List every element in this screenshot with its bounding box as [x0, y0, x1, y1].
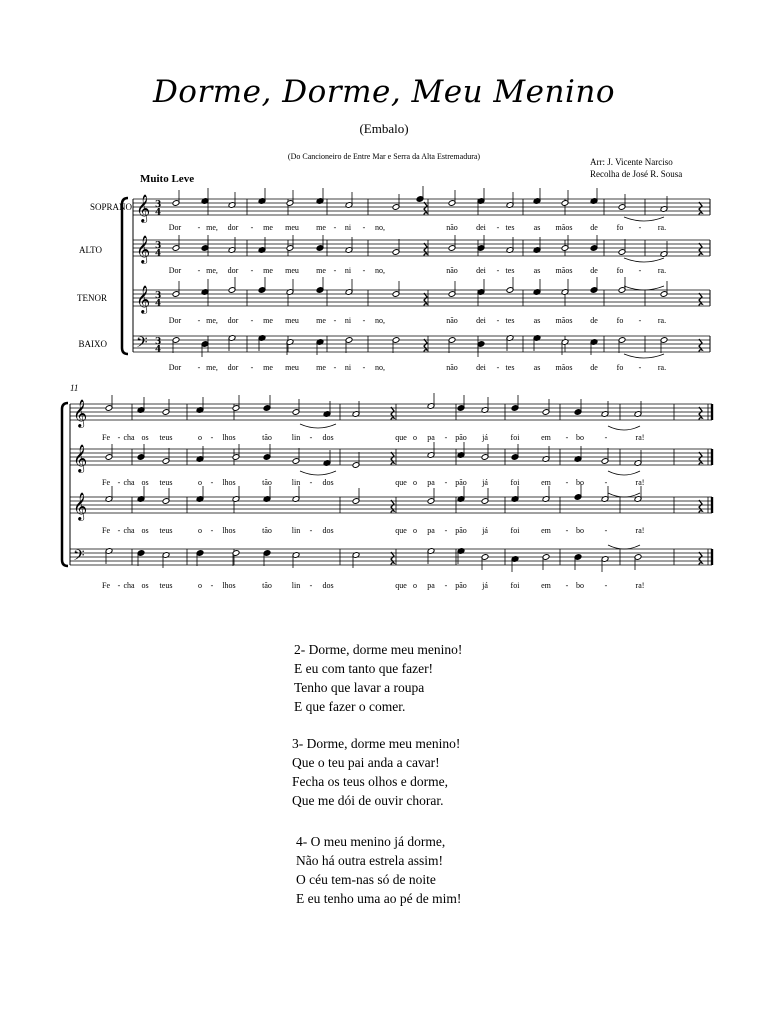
lyric-syllable: fo [616, 363, 624, 372]
lyric-syllable: pão [455, 433, 467, 442]
lyric-syllable: o [413, 526, 417, 535]
lyric-syllable: pa [427, 478, 435, 487]
treble-clef-icon: 𝄞 [73, 444, 88, 472]
lyric-syllable: dos [322, 526, 334, 535]
lyric-syllable: dor [227, 266, 239, 275]
quarter-rest [391, 500, 394, 513]
lyric-syllable: tão [262, 526, 272, 535]
quarter-rest [424, 339, 427, 352]
lyric-syllable: meu [285, 223, 299, 232]
tempo-marking: Muito Leve [140, 173, 195, 185]
tie-slur [608, 493, 640, 497]
lyric-syllable: cha [123, 433, 135, 442]
tie-slur [608, 545, 640, 549]
lyric-syllable: - [496, 223, 500, 232]
lyric-syllable: bo [576, 581, 584, 590]
lyric-syllable: as [533, 316, 541, 325]
lyric-syllable: dei [476, 363, 486, 372]
lyric-syllable: - [309, 478, 313, 487]
lyric-syllable: as [533, 363, 541, 372]
lyric-syllable: em [541, 433, 551, 442]
verse-3 [292, 734, 460, 810]
lyric-syllable: - [333, 363, 337, 372]
quarter-rest [699, 407, 702, 420]
lyric-syllable: meu [285, 266, 299, 275]
lyric-syllable: foi [510, 526, 520, 535]
tie-slur [624, 354, 664, 358]
verse-4 [296, 832, 461, 908]
lyric-syllable: as [533, 223, 541, 232]
lyric-syllable: - [197, 363, 201, 372]
lyric-syllable: Dor [168, 316, 182, 325]
lyric-syllable: - [444, 526, 448, 535]
treble-clef-icon: 𝄞 [136, 285, 151, 313]
lyric-syllable: - [333, 223, 337, 232]
lyric-syllable: teus [159, 478, 173, 487]
time-signature-top: 3 [155, 337, 162, 347]
lyric-syllable: meu [285, 363, 299, 372]
time-signature-bottom: 4 [155, 249, 162, 259]
lyric-syllable: dos [322, 433, 334, 442]
part-label-tenor: TENOR [77, 293, 107, 303]
lyric-syllable: bo [576, 433, 584, 442]
lyric-syllable: - [250, 316, 254, 325]
quarter-rest [699, 452, 702, 465]
lyric-syllable: bo [576, 478, 584, 487]
lyric-syllable: - [444, 478, 448, 487]
lyric-syllable: me, [206, 223, 218, 232]
lyric-syllable: os [141, 526, 149, 535]
lyric-syllable: - [638, 266, 642, 275]
time-signature-top: 3 [155, 200, 162, 210]
verse-line: O céu tem-nas só de noite [296, 872, 436, 887]
verse-line: Não há outra estrela assim! [296, 853, 443, 868]
lyric-syllable: - [496, 363, 500, 372]
lyric-syllable: dei [476, 316, 486, 325]
lyric-syllable: bo [576, 526, 584, 535]
lyric-syllable: mãos [555, 223, 573, 232]
part-label-alto: ALTO [78, 245, 102, 255]
lyric-syllable: dos [322, 478, 334, 487]
quarter-rest [391, 452, 394, 465]
lyric-syllable: - [604, 581, 608, 590]
quarter-rest [699, 293, 702, 306]
page-title: Dorme, Dorme, Meu Menino [152, 74, 616, 110]
lyric-syllable: teus [159, 581, 173, 590]
lyric-syllable: o [413, 581, 417, 590]
lyric-syllable: Dor [168, 266, 182, 275]
lyric-syllable: - [117, 581, 121, 590]
lyric-syllable: de [590, 316, 598, 325]
lyric-syllable: lin [291, 526, 301, 535]
lyric-syllable: lhos [222, 433, 236, 442]
lyric-syllable: tes [505, 316, 515, 325]
lyric-syllable: pão [455, 581, 467, 590]
lyric-syllable: Fe [102, 478, 110, 487]
lyric-syllable: - [638, 223, 642, 232]
lyric-syllable: não [446, 316, 458, 325]
lyric-syllable: me [263, 363, 273, 372]
quarter-rest [699, 552, 702, 565]
verse-line: Que o teu pai anda a cavar! [292, 755, 440, 770]
lyric-syllable: lhos [222, 581, 236, 590]
lyric-syllable: foi [510, 581, 520, 590]
lyric-syllable: - [496, 316, 500, 325]
lyric-syllable: Fe [102, 581, 110, 590]
system-brace [62, 403, 68, 566]
tie-slur [624, 258, 664, 262]
lyric-syllable: o [413, 433, 417, 442]
treble-clef-icon: 𝄞 [136, 194, 151, 222]
lyric-syllable: no, [375, 266, 385, 275]
lyric-syllable: lin [291, 478, 301, 487]
lyric-syllable: que [395, 433, 407, 442]
lyric-syllable: mãos [555, 316, 573, 325]
lyric-syllable: já [482, 526, 488, 535]
lyric-syllable: - [197, 316, 201, 325]
lyric-syllable: teus [159, 526, 173, 535]
lyric-syllable: os [141, 433, 149, 442]
lyric-syllable: que [395, 581, 407, 590]
lyric-syllable: pa [427, 526, 435, 535]
collector-credit: Recolha de José R. Sousa [590, 169, 683, 179]
bass-clef-icon: 𝄢 [73, 547, 85, 568]
lyric-syllable: me, [206, 316, 218, 325]
lyric-syllable: o [198, 433, 202, 442]
lyric-syllable: - [309, 581, 313, 590]
lyric-syllable: - [309, 433, 313, 442]
lyric-syllable: ra. [657, 266, 667, 275]
tie-slur [608, 426, 640, 430]
lyric-syllable: teus [159, 433, 173, 442]
lyric-syllable: - [117, 526, 121, 535]
lyric-syllable: - [565, 433, 569, 442]
lyric-syllable: tão [262, 433, 272, 442]
tie-slur [624, 286, 664, 290]
lyric-syllable: no, [375, 316, 385, 325]
lyric-syllable: - [638, 316, 642, 325]
time-signature-top: 3 [155, 241, 162, 251]
lyric-syllable: tes [505, 223, 515, 232]
time-signature-bottom: 4 [155, 208, 162, 218]
lyric-syllable: me [263, 223, 273, 232]
lyric-syllable: mãos [555, 363, 573, 372]
lyric-syllable: - [496, 266, 500, 275]
lyric-syllable: dos [322, 581, 334, 590]
lyric-syllable: - [362, 223, 366, 232]
part-label-baixo: BAIXO [78, 339, 107, 349]
lyric-syllable: - [333, 266, 337, 275]
treble-clef-icon: 𝄞 [73, 492, 88, 520]
lyric-syllable: - [309, 526, 313, 535]
verse-line: 2- Dorme, dorme meu menino! [294, 642, 463, 657]
lyric-syllable: - [565, 478, 569, 487]
lyric-syllable: no, [375, 363, 385, 372]
lyric-syllable: ni [344, 223, 352, 232]
lyric-syllable: tes [505, 266, 515, 275]
lyric-syllable: - [250, 363, 254, 372]
lyric-syllable: em [541, 478, 551, 487]
lyric-syllable: - [444, 433, 448, 442]
measure-number: 11 [70, 383, 79, 393]
lyric-syllable: as [533, 266, 541, 275]
bass-clef-icon: 𝄢 [136, 334, 148, 355]
lyric-syllable: mãos [555, 266, 573, 275]
lyric-syllable: o [198, 526, 202, 535]
lyric-syllable: de [590, 223, 598, 232]
tie-slur [608, 471, 640, 475]
lyric-syllable: que [395, 478, 407, 487]
lyric-syllable: Fe [102, 433, 110, 442]
lyric-syllable: não [446, 223, 458, 232]
lyric-syllable: o [413, 478, 417, 487]
lyric-syllable: - [604, 433, 608, 442]
treble-clef-icon: 𝄞 [136, 235, 151, 263]
source-note: (Do Cancioneiro de Entre Mar e Serra da Alta Estremadura) [287, 152, 481, 161]
lyric-syllable: tão [262, 478, 272, 487]
lyric-syllable: - [444, 581, 448, 590]
lyric-syllable: me, [206, 266, 218, 275]
verse-2 [294, 640, 462, 716]
lyric-syllable: cha [123, 581, 135, 590]
treble-clef-icon: 𝄞 [73, 399, 88, 427]
lyric-syllable: pa [427, 433, 435, 442]
verse-line: E eu com tanto que fazer! [294, 661, 434, 676]
lyric-syllable: o [198, 478, 202, 487]
lyric-syllable: ni [344, 266, 352, 275]
lyric-syllable: me [263, 316, 273, 325]
lyric-syllable: dor [227, 223, 239, 232]
subtitle: (Embalo) [359, 121, 409, 136]
lyric-syllable: me, [206, 363, 218, 372]
time-signature-bottom: 4 [155, 345, 162, 355]
time-signature-top: 3 [155, 291, 162, 301]
lyric-syllable: pão [455, 478, 467, 487]
quarter-rest [424, 243, 427, 256]
lyric-syllable: - [362, 363, 366, 372]
quarter-rest [391, 552, 394, 565]
lyric-syllable: meu [285, 316, 299, 325]
lyric-syllable: ra! [635, 433, 645, 442]
lyric-syllable: tes [505, 363, 515, 372]
lyric-syllable: - [117, 478, 121, 487]
lyric-syllable: ra! [635, 478, 645, 487]
part-label-soprano: SOPRANO [89, 202, 132, 212]
verse-line: 3- Dorme, dorme meu menino! [292, 736, 461, 751]
lyric-syllable: - [210, 478, 214, 487]
lyric-syllable: não [446, 266, 458, 275]
lyric-syllable: - [604, 478, 608, 487]
lyric-syllable: - [362, 266, 366, 275]
tie-slur [300, 424, 336, 428]
quarter-rest [699, 500, 702, 513]
verse-line: E que fazer o comer. [294, 699, 406, 714]
lyric-syllable: foi [510, 433, 520, 442]
lyric-syllable: ra. [657, 223, 667, 232]
quarter-rest [699, 243, 702, 256]
lyric-syllable: dei [476, 223, 486, 232]
lyric-syllable: - [250, 223, 254, 232]
lyric-syllable: já [482, 478, 488, 487]
lyric-syllable: já [482, 581, 488, 590]
lyric-syllable: - [362, 316, 366, 325]
lyric-syllable: - [210, 526, 214, 535]
lyric-syllable: em [541, 526, 551, 535]
lyric-syllable: ra! [635, 581, 645, 590]
lyric-syllable: pão [455, 526, 467, 535]
lyric-syllable: que [395, 526, 407, 535]
lyric-syllable: me [316, 363, 326, 372]
lyric-syllable: cha [123, 526, 135, 535]
lyric-syllable: ra. [657, 316, 667, 325]
lyric-syllable: tão [262, 581, 272, 590]
lyric-syllable: me [316, 266, 326, 275]
lyric-syllable: me [263, 266, 273, 275]
lyric-syllable: - [565, 526, 569, 535]
lyric-syllable: ni [344, 363, 352, 372]
lyric-syllable: de [590, 266, 598, 275]
lyric-syllable: lhos [222, 478, 236, 487]
tie-slur [624, 217, 664, 221]
time-signature-bottom: 4 [155, 299, 162, 309]
verse-line: Fecha os teus olhos e dorme, [292, 774, 448, 789]
lyric-syllable: já [482, 433, 488, 442]
quarter-rest [424, 202, 427, 215]
lyric-syllable: - [197, 266, 201, 275]
lyric-syllable: - [604, 526, 608, 535]
system-brace [122, 198, 128, 354]
lyric-syllable: me [316, 316, 326, 325]
lyric-syllable: Dor [168, 223, 182, 232]
lyric-syllable: - [210, 433, 214, 442]
lyric-syllable: - [197, 223, 201, 232]
lyric-syllable: não [446, 363, 458, 372]
quarter-rest [391, 407, 394, 420]
lyric-syllable: - [565, 581, 569, 590]
lyric-syllable: Fe [102, 526, 110, 535]
lyric-syllable: - [250, 266, 254, 275]
lyric-syllable: lin [291, 433, 301, 442]
lyric-syllable: - [333, 316, 337, 325]
tie-slur [300, 471, 336, 475]
lyric-syllable: lhos [222, 526, 236, 535]
verse-line: Que me dói de ouvir chorar. [292, 793, 444, 808]
verse-line: 4- O meu menino já dorme, [296, 834, 446, 849]
lyric-syllable: cha [123, 478, 135, 487]
lyric-syllable: lin [291, 581, 301, 590]
lyric-syllable: ni [344, 316, 352, 325]
quarter-rest [699, 339, 702, 352]
quarter-rest [699, 202, 702, 215]
lyric-syllable: de [590, 363, 598, 372]
lyric-syllable: fo [616, 266, 624, 275]
lyric-syllable: os [141, 478, 149, 487]
lyric-syllable: dei [476, 266, 486, 275]
lyric-syllable: - [210, 581, 214, 590]
lyric-syllable: - [638, 363, 642, 372]
lyric-syllable: foi [510, 478, 520, 487]
lyric-syllable: ra. [657, 363, 667, 372]
lyric-syllable: fo [616, 316, 624, 325]
lyric-syllable: o [198, 581, 202, 590]
verse-line: E eu tenho uma ao pé de mim! [296, 891, 462, 906]
lyric-syllable: dor [227, 363, 239, 372]
lyric-syllable: Dor [168, 363, 182, 372]
lyric-syllable: me [316, 223, 326, 232]
lyric-syllable: ra! [635, 526, 645, 535]
lyric-syllable: fo [616, 223, 624, 232]
lyric-syllable: - [117, 433, 121, 442]
lyric-syllable: os [141, 581, 149, 590]
quarter-rest [424, 293, 427, 306]
lyric-syllable: pa [427, 581, 435, 590]
arranger-credit: Arr: J. Vicente Narciso [590, 157, 673, 167]
verse-line: Tenho que lavar a roupa [294, 680, 425, 695]
lyric-syllable: em [541, 581, 551, 590]
lyric-syllable: dor [227, 316, 239, 325]
lyric-syllable: no, [375, 223, 385, 232]
